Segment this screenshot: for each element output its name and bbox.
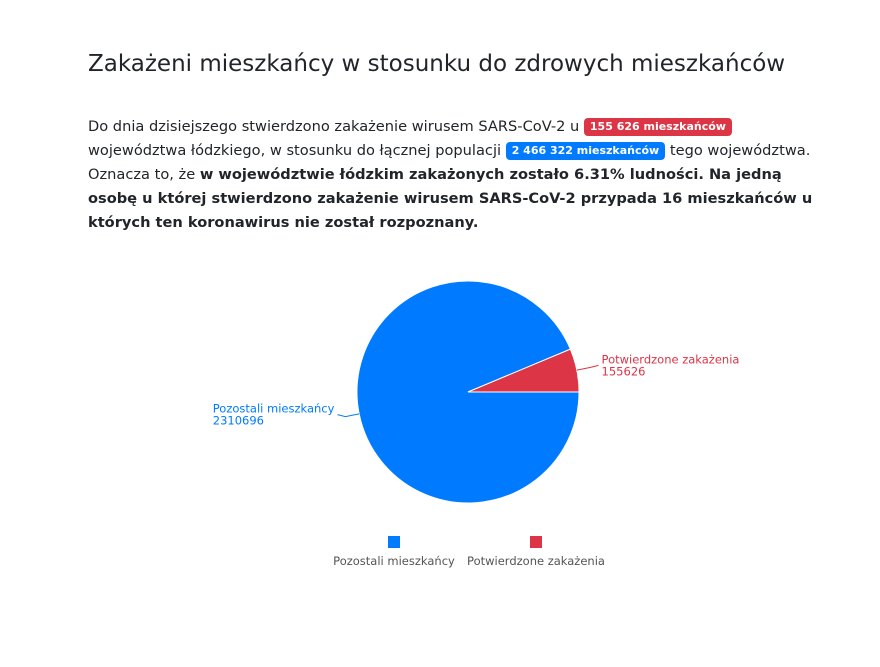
slice-value-healthy: 2310696 (212, 413, 265, 428)
callout-line-healthy (337, 414, 359, 417)
slice-value-infected: 155626 (601, 364, 646, 379)
summary-text-3: tego województwa. Oznacza to, że (88, 142, 811, 183)
chart-legend (333, 536, 605, 568)
legend-swatch-healthy[interactable] (388, 536, 400, 548)
slice-label-healthy: Pozostali mieszkańcy (212, 401, 335, 416)
summary-conclusion: w województwie łódzkim zakażonych zostało 6.31% ludności. Na jedną osobę u której stwierdzono zakażenie wirusem SARS-CoV-2 przypada 16 mieszkańców u których ten koronawirus nie został rozpoznany. (88, 166, 813, 231)
population-badge: 2 466 322 mieszkańców (506, 142, 666, 160)
page-title: Zakażeni mieszkańcy w stosunku do zdrowych mieszkańców (88, 51, 786, 77)
legend-label-infected[interactable]: Potwierdzone zakażenia (467, 554, 605, 568)
legend-label-healthy[interactable]: Pozostali mieszkańcy (333, 554, 455, 568)
legend-swatch-infected[interactable] (530, 536, 542, 548)
pie-slices (357, 281, 579, 503)
slice-label-infected: Potwierdzone zakażenia (601, 352, 740, 367)
summary-text-1: Do dnia dzisiejszego stwierdzono zakażenie wirusem SARS-CoV-2 u (88, 118, 584, 135)
callout-line-infected (577, 365, 599, 370)
summary-text-2: województwa łódzkiego, w stosunku do łącznej populacji (88, 142, 506, 159)
infected-count-badge: 155 626 mieszkańców (584, 118, 732, 136)
